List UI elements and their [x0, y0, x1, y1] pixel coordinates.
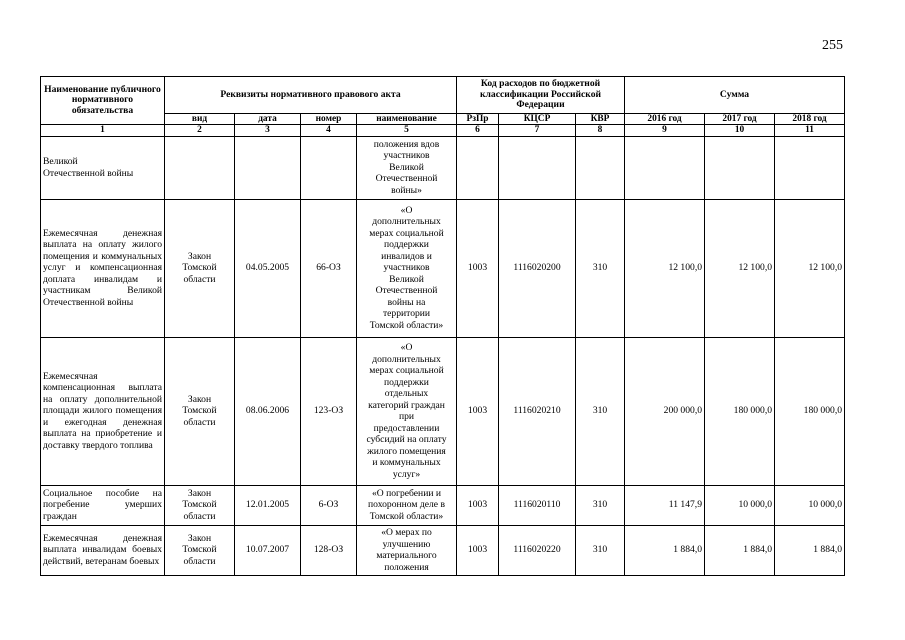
- kvr-cell: 310: [576, 525, 625, 575]
- number-cell: 123-ОЗ: [301, 337, 357, 485]
- kvr-cell: 310: [576, 199, 625, 337]
- kvr-cell: [576, 136, 625, 199]
- sum-2017-cell: 1 884,0: [705, 525, 775, 575]
- header-date: дата: [235, 114, 301, 125]
- table-row: [41, 199, 845, 337]
- kcsr-cell: 1116020220: [499, 525, 576, 575]
- sum-2017-cell: 10 000,0: [705, 485, 775, 525]
- header-2016: 2016 год: [625, 114, 705, 125]
- column-number: 7: [499, 125, 576, 136]
- kcsr-cell: 1116020200: [499, 199, 576, 337]
- sum-2016-cell: [625, 136, 705, 199]
- number-cell: 128-ОЗ: [301, 525, 357, 575]
- date-cell: 08.06.2006: [235, 337, 301, 485]
- header-budget-code: Код расходов по бюджетной классификации Российской Федерации: [457, 77, 625, 114]
- header-2017: 2017 год: [705, 114, 775, 125]
- header-requisites: Реквизиты нормативного правового акта: [165, 77, 457, 114]
- obligation-cell: Социальное пособие на погребение умерших граждан: [41, 485, 165, 525]
- header-kvr: КВР: [576, 114, 625, 125]
- sum-2016-cell: 1 884,0: [625, 525, 705, 575]
- kvr-cell: 310: [576, 485, 625, 525]
- act-name-cell: «О дополнительных мерах социальной поддержки инвалидов и участников Великой Отечественной войны на территории Томской области»: [357, 199, 457, 337]
- kcsr-cell: [499, 136, 576, 199]
- kind-cell: Закон Томской области: [165, 199, 235, 337]
- column-number: 9: [625, 125, 705, 136]
- sum-2016-cell: 11 147,9: [625, 485, 705, 525]
- table-row: [41, 337, 845, 485]
- budget-obligations-table: [40, 76, 845, 576]
- act-name-cell: положения вдов участников Великой Отечественной войны»: [357, 136, 457, 199]
- date-cell: [235, 136, 301, 199]
- sum-2018-cell: 1 884,0: [775, 525, 845, 575]
- kvr-cell: 310: [576, 337, 625, 485]
- rzpr-cell: 1003: [457, 525, 499, 575]
- sum-2016-cell: 12 100,0: [625, 199, 705, 337]
- header-kind: вид: [165, 114, 235, 125]
- header-sum: Сумма: [625, 77, 845, 114]
- date-cell: 04.05.2005: [235, 199, 301, 337]
- kcsr-cell: 1116020210: [499, 337, 576, 485]
- column-number: 3: [235, 125, 301, 136]
- header-number: номер: [301, 114, 357, 125]
- rzpr-cell: 1003: [457, 337, 499, 485]
- number-cell: 6-ОЗ: [301, 485, 357, 525]
- date-cell: 10.07.2007: [235, 525, 301, 575]
- header-rzpr: РзПр: [457, 114, 499, 125]
- header-row-main: [41, 77, 845, 114]
- obligation-cell: Великой Отечественной войны: [41, 136, 165, 199]
- column-number: 1: [41, 125, 165, 136]
- page-number: 255: [822, 38, 843, 53]
- column-number: 5: [357, 125, 457, 136]
- rzpr-cell: [457, 136, 499, 199]
- header-obligation: Наименование публичного нормативного обязательства: [41, 77, 165, 125]
- act-name-cell: «О мерах по улучшению материального положения: [357, 525, 457, 575]
- column-number: 11: [775, 125, 845, 136]
- kind-cell: Закон Томской области: [165, 485, 235, 525]
- act-name-cell: «О дополнительных мерах социальной поддержки отдельных категорий граждан при предоставлении субсидий на оплату жилого помещения и коммунальных услуг»: [357, 337, 457, 485]
- sum-2018-cell: 12 100,0: [775, 199, 845, 337]
- kind-cell: Закон Томской области: [165, 525, 235, 575]
- column-number: 4: [301, 125, 357, 136]
- obligation-cell: Ежемесячная денежная выплата на оплату жилого помещения и коммунальных услуг и компенсационная доплата инвалидам и участникам Великой Отечественной войны: [41, 199, 165, 337]
- rzpr-cell: 1003: [457, 485, 499, 525]
- kcsr-cell: 1116020110: [499, 485, 576, 525]
- obligation-cell: Ежемесячная денежная выплата инвалидам боевых действий, ветеранам боевых: [41, 525, 165, 575]
- column-number: 8: [576, 125, 625, 136]
- header-kcsr: КЦСР: [499, 114, 576, 125]
- number-cell: [301, 136, 357, 199]
- date-cell: 12.01.2005: [235, 485, 301, 525]
- number-cell: 66-ОЗ: [301, 199, 357, 337]
- sum-2018-cell: [775, 136, 845, 199]
- sum-2017-cell: 180 000,0: [705, 337, 775, 485]
- sum-2018-cell: 180 000,0: [775, 337, 845, 485]
- kind-cell: [165, 136, 235, 199]
- act-name-cell: «О погребении и похоронном деле в Томской области»: [357, 485, 457, 525]
- column-number: 2: [165, 125, 235, 136]
- column-number: 6: [457, 125, 499, 136]
- sum-2017-cell: [705, 136, 775, 199]
- table-row: [41, 136, 845, 199]
- table-row: [41, 525, 845, 575]
- obligation-cell: Ежемесячная компенсационная выплата на оплату дополнительной площади жилого помещения и ежегодная денежная выплата на приобретение и доставку твердого топлива: [41, 337, 165, 485]
- sum-2017-cell: 12 100,0: [705, 199, 775, 337]
- sum-2018-cell: 10 000,0: [775, 485, 845, 525]
- header-row-numbers: [41, 125, 845, 136]
- header-name: наименование: [357, 114, 457, 125]
- kind-cell: Закон Томской области: [165, 337, 235, 485]
- sum-2016-cell: 200 000,0: [625, 337, 705, 485]
- header-2018: 2018 год: [775, 114, 845, 125]
- table-row: [41, 485, 845, 525]
- rzpr-cell: 1003: [457, 199, 499, 337]
- column-number: 10: [705, 125, 775, 136]
